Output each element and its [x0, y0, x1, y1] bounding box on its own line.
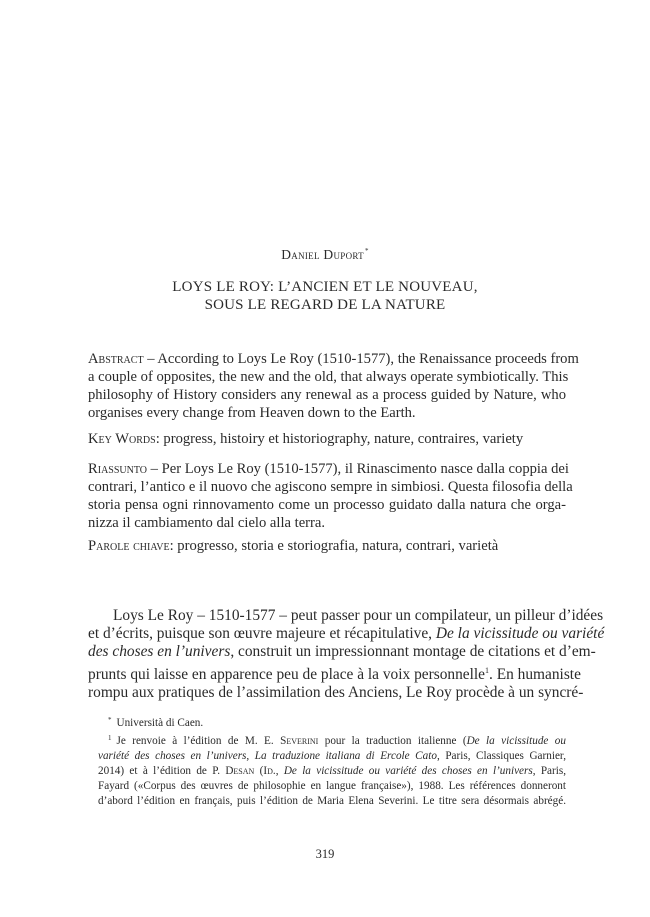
- author-footnote-marker: *: [364, 247, 369, 255]
- fn1-a: Je renvoie à l’édition de M. E.: [116, 735, 281, 748]
- body-line-2-italic: De la vicissitude ou variété: [435, 625, 605, 643]
- footnote-ref-1[interactable]: 1: [485, 665, 490, 675]
- fn1-j: , Paris,: [532, 765, 567, 778]
- riassunto-line-3: storia pensa ogni rinnovamento come un processo guidato dalla natura che orga-: [88, 497, 566, 514]
- footnote-star: [98, 713, 566, 731]
- body-line-3-text: , construit un impressionnant montage de citations et d’em-: [230, 643, 596, 661]
- parole-chiave-text: : progresso, storia e storiografia, natura, contrari, varietà: [169, 538, 499, 554]
- riassunto-line-2: contrari, l’antico e il nuovo che agiscono sempre in simbiosi. Questa filosofia della: [88, 479, 573, 496]
- footnote-1-line-4: Fayard («Corpus des œuvres de philosophie en langue française»), 1988. Les références donneront: [98, 780, 566, 793]
- fn1-g: (: [254, 765, 264, 778]
- fn1-id: Id: [263, 765, 273, 778]
- fn1-c: De la vicissitude ou: [466, 735, 566, 748]
- fn1-e: , Paris, Classiques Garnier,: [436, 750, 566, 763]
- fn1-b: pour la traduction italienne (: [318, 735, 467, 748]
- abstract-line-3: philosophy of History considers any renewal as a process guided by Nature, who: [88, 387, 566, 404]
- footnote-star-marker: *: [108, 716, 112, 724]
- body-line-4-text: prunts qui laisse en apparence peu de place à la voix personnelle: [88, 665, 486, 683]
- parole-chiave-paragraph: [88, 537, 566, 555]
- fn1-desan: Desan: [225, 765, 255, 778]
- abstract-line-1: [88, 350, 579, 368]
- riassunto-paragraph: [88, 460, 573, 532]
- footnote-1-line-1: [98, 731, 566, 749]
- abstract-text-1: – According to Loys Le Roy (1510-1577), the Renaissance proceeds from: [143, 351, 579, 367]
- abstract-label: Abstract: [88, 351, 144, 367]
- title-line-2: SOUS LE REGARD DE LA NATURE: [204, 297, 446, 313]
- riassunto-line-4: nizza il cambiamento dal cielo alla terra.: [88, 515, 326, 532]
- parole-chiave-line: [88, 537, 566, 555]
- keywords-line: [88, 430, 566, 448]
- riassunto-label: Riassunto: [88, 461, 148, 477]
- title-line-1: LOYS LE ROY: L’ANCIEN ET LE NOUVEAU,: [172, 279, 478, 295]
- fn1-f: 2014) et à l’édition de P.: [98, 765, 226, 778]
- riassunto-text-1: – Per Loys Le Roy (1510-1577), il Rinascimento nasce dalla coppia dei: [147, 461, 569, 477]
- footnote-1-line-5: d’abord l’édition en français, puis l’édition de Maria Elena Severini. Le titre sera désormais abrégé.: [98, 795, 566, 808]
- author-text: Daniel Duport: [281, 247, 364, 262]
- body-line-2: [88, 625, 605, 643]
- parole-chiave-label: Parole chiave: [88, 538, 170, 554]
- body-line-3-italic: des choses en l’univers: [88, 643, 231, 661]
- fn1-d: variété des choses en l’univers, La traduzione italiana di Ercole Cato: [98, 750, 437, 763]
- keywords-text: : progress, histoiry et historiography, nature, contraires, variety: [155, 431, 524, 447]
- body-line-3: [88, 643, 596, 661]
- footnote-1-line-3: [98, 764, 566, 779]
- body-line-2-text: et d’écrits, puisque son œuvre majeure et récapitulative,: [88, 625, 436, 643]
- keywords-label: Key Words: [88, 431, 156, 447]
- riassunto-line-1: [88, 460, 569, 478]
- body-line-4: [88, 662, 581, 684]
- abstract-line-2: a couple of opposites, the new and the old, that always operate symbiotically. This: [88, 369, 569, 386]
- author-name: [0, 247, 650, 263]
- footnotes: [98, 713, 566, 810]
- body-paragraph: [88, 607, 605, 702]
- footnote-star-text: Università di Caen.: [116, 717, 204, 729]
- body-line-5: rompu aux pratiques de l’assimilation des Anciens, Le Roy procède à un syncré-: [88, 683, 584, 701]
- body-line-4-end: . En humaniste: [489, 665, 581, 683]
- fn1-severini: Severini: [280, 735, 319, 748]
- keywords-paragraph: [88, 430, 566, 448]
- abstract-line-4: organises every change from Heaven down to the Earth.: [88, 405, 416, 422]
- fn1-i: De la vicissitude ou variété des choses en l’univers: [283, 765, 533, 778]
- footnote-1-line-2: [98, 749, 566, 764]
- fn1-h: .,: [272, 765, 284, 778]
- page-number: 319: [315, 847, 335, 861]
- article-title: [0, 278, 650, 314]
- footnote-1-marker: 1: [108, 734, 112, 743]
- abstract-paragraph: [88, 350, 579, 422]
- body-line-1: Loys Le Roy – 1510-1577 – peut passer pour un compilateur, un pilleur d’idées: [113, 607, 604, 624]
